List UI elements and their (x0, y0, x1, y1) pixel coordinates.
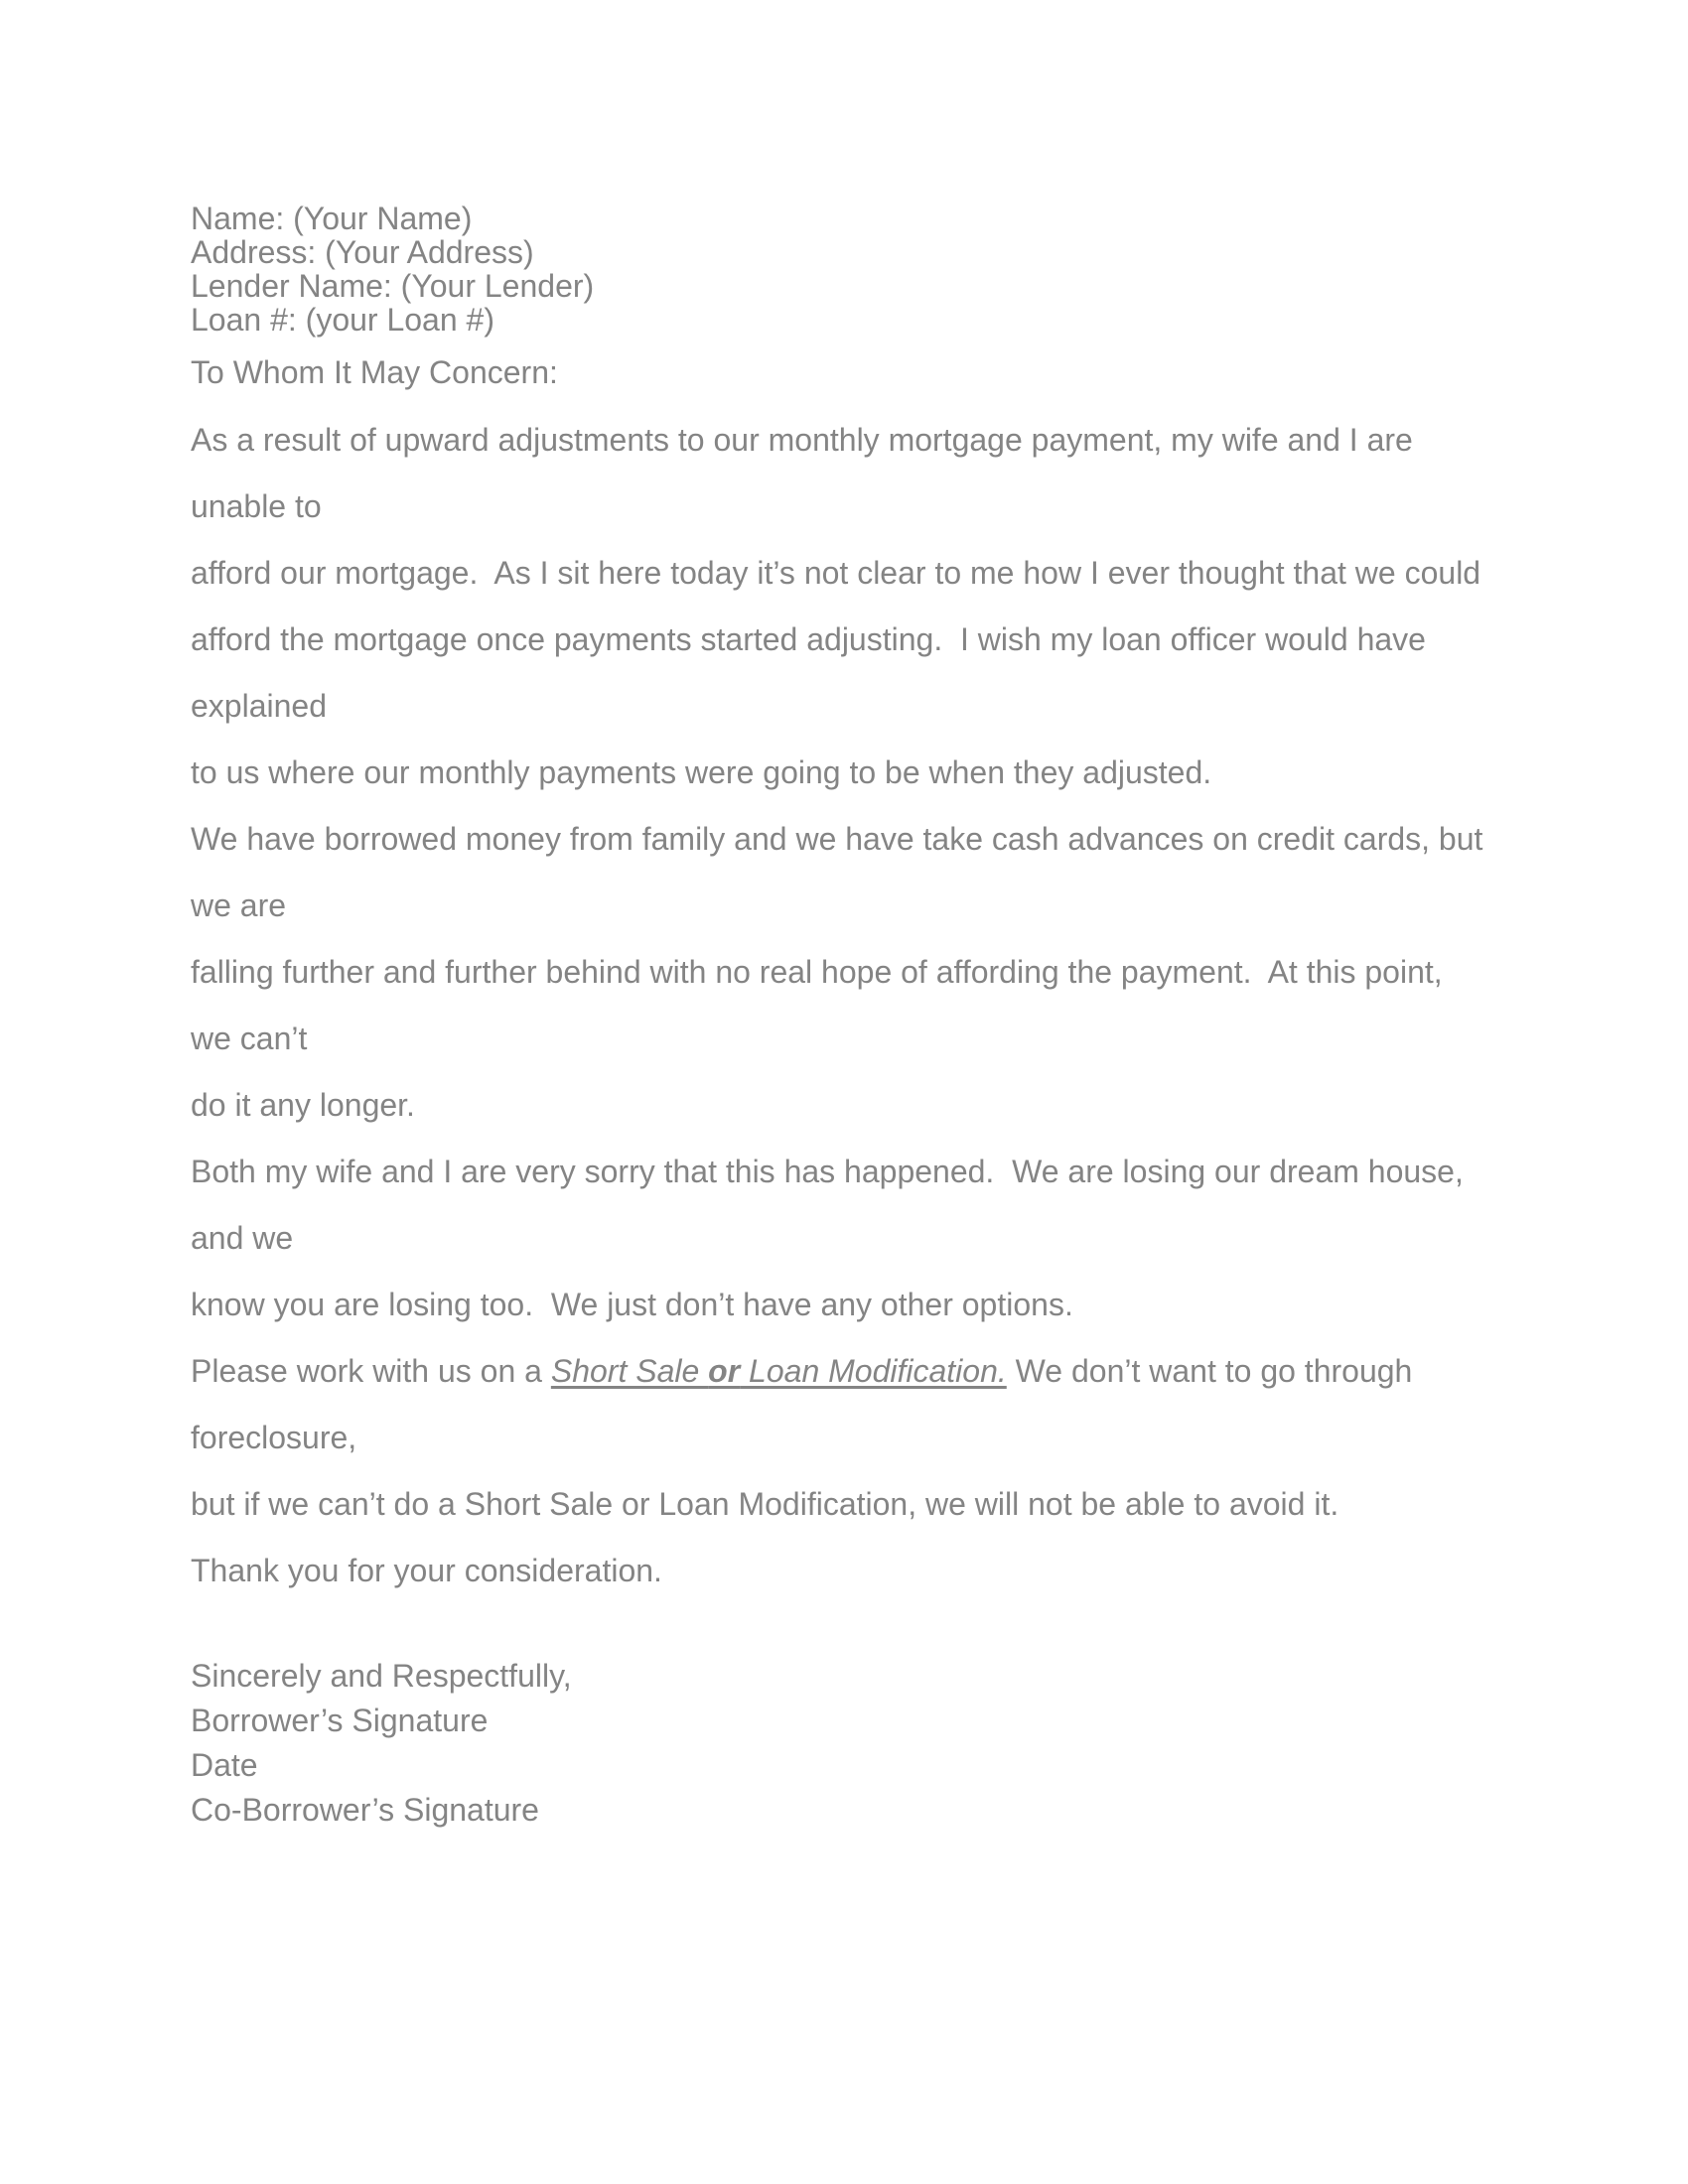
phrase-loan-modification: Loan Modification. (740, 1353, 1007, 1389)
paragraph-thanks (191, 1538, 1489, 1604)
request-suffix: We don’t want to go through foreclosure, (191, 1353, 1422, 1455)
closing-sincerely: Sincerely and Respectfully, (191, 1658, 572, 1694)
header-line-address: Address: (Your Address) (191, 234, 534, 270)
paragraph-line: Thank you for your consideration. (191, 1553, 662, 1588)
closing-co-borrower-signature: Co-Borrower’s Signature (191, 1792, 539, 1828)
paragraph-request (191, 1338, 1489, 1538)
header-line-loan-number: Loan #: (your Loan #) (191, 302, 494, 338)
letter-body (191, 407, 1492, 1604)
paragraph-hardship (191, 407, 1489, 806)
paragraph-line: Both my wife and I are very sorry that this has happened. We are losing our dream house, and we (191, 1154, 1473, 1256)
paragraph-line: falling further and further behind with no real hope of affording the payment. At this point, we can’t (191, 954, 1452, 1056)
paragraph-apology (191, 1139, 1489, 1338)
closing-date: Date (191, 1747, 258, 1783)
paragraph-line: to us where our monthly payments were going to be when they adjusted. (191, 754, 1212, 790)
header-line-name: Name: (Your Name) (191, 201, 473, 236)
request-prefix: Please work with us on a (191, 1353, 551, 1389)
phrase-short-sale: Short Sale (550, 1353, 709, 1389)
closing-borrower-signature: Borrower’s Signature (191, 1703, 489, 1738)
salutation: To Whom It May Concern: (191, 354, 558, 390)
paragraph-line: afford our mortgage. As I sit here today it’s not clear to me how I ever thought that we could (191, 555, 1481, 591)
paragraph-line: know you are losing too. We just don’t have any other options. (191, 1287, 1073, 1322)
paragraph-borrowed-money (191, 806, 1492, 1139)
paragraph-line-request (191, 1338, 1489, 1471)
sender-header-block (191, 202, 1489, 337)
paragraph-line: do it any longer. (191, 1087, 415, 1123)
paragraph-line: but if we can’t do a Short Sale or Loan Modification, we will not be able to avoid it. (191, 1486, 1339, 1522)
phrase-or: or (708, 1353, 741, 1389)
short-sale-or-loan-modification-phrase (551, 1353, 1007, 1389)
header-line-lender: Lender Name: (Your Lender) (191, 268, 595, 304)
paragraph-line: As a result of upward adjustments to our monthly mortgage payment, my wife and I are unable to (191, 422, 1422, 524)
paragraph-line: We have borrowed money from family and we have take cash advances on credit cards, but we are (191, 821, 1492, 923)
paragraph-line: afford the mortgage once payments started adjusting. I wish my loan officer would have explained (191, 621, 1435, 724)
closing-block (191, 1654, 1489, 1833)
